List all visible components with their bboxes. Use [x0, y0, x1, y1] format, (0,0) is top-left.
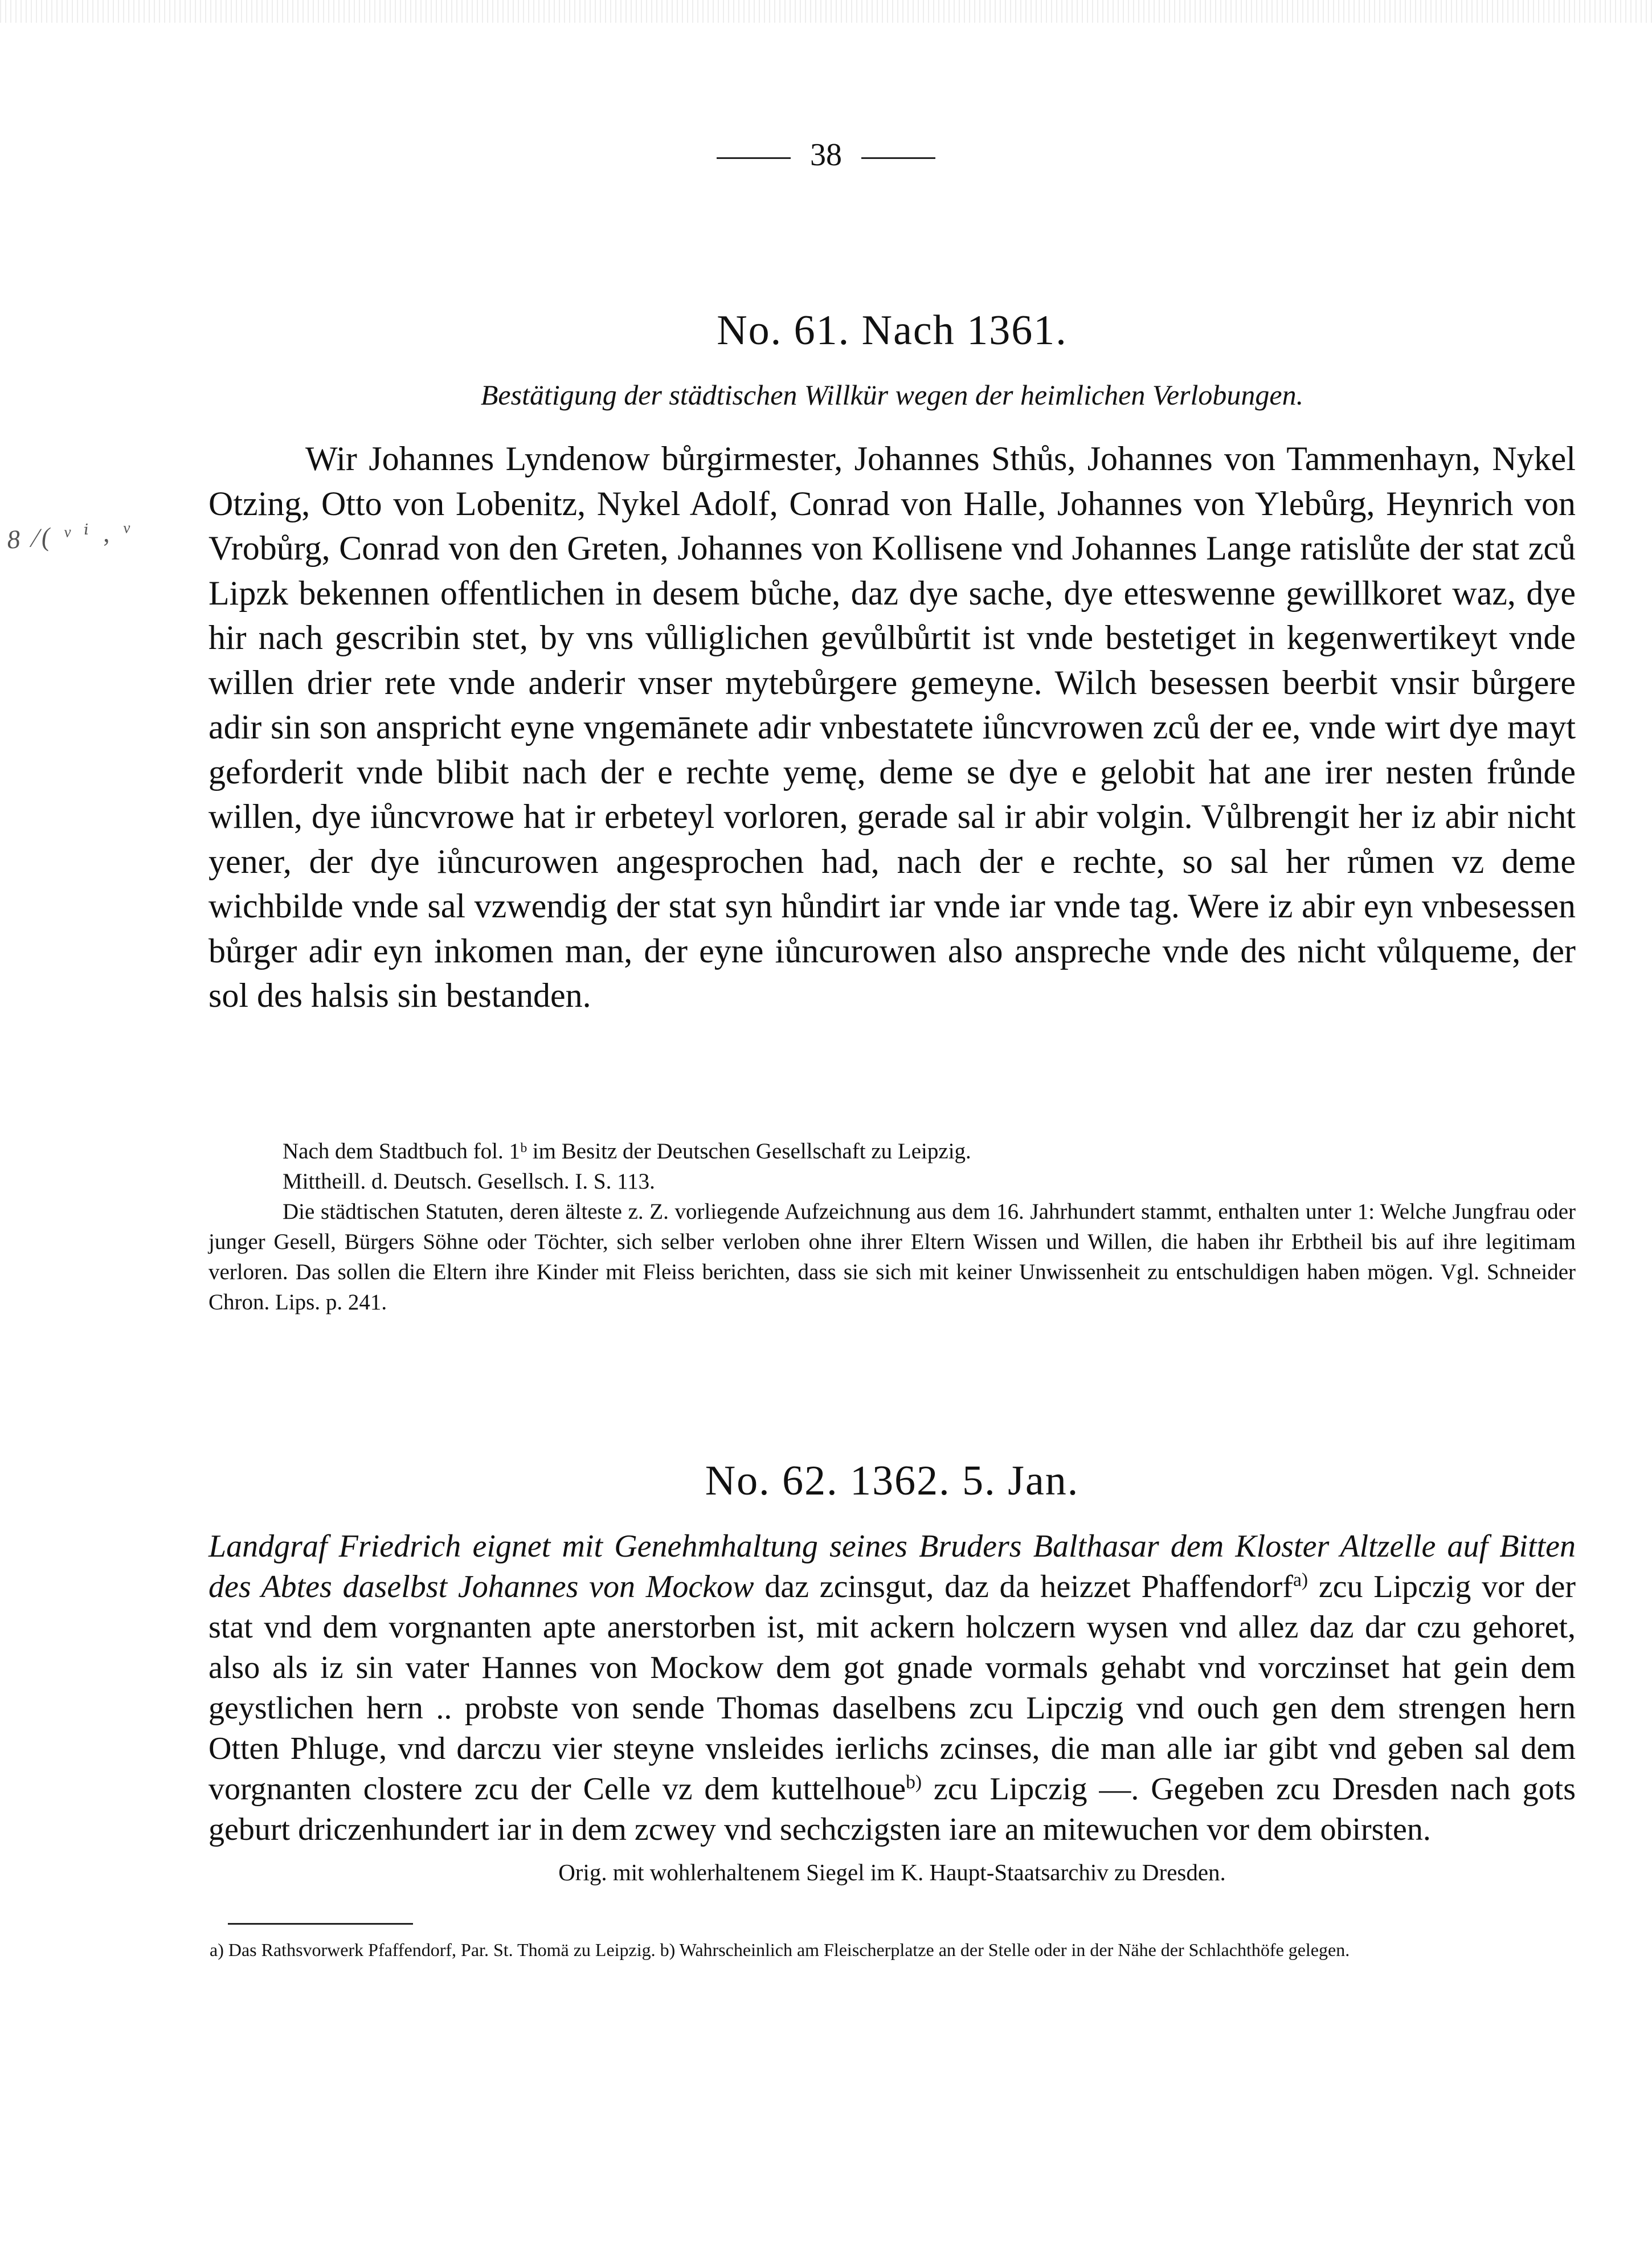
doc62-text [208, 1526, 1576, 1850]
doc61-note-reference: Mittheill. d. Deutsch. Gesellsch. I. S. 113. [283, 1169, 655, 1194]
doc62-source: Orig. mit wohlerhaltenem Siegel im K. Haupt-Staatsarchiv zu Dresden. [558, 1859, 1226, 1885]
doc61-text-content: Wir Johannes Lyndenow bůrgirmester, Johannes Sthůs, Johannes von Tammenhayn, Nykel Otzing, Otto von Lobenitz, Nykel Adolf, Conrad von Halle, Johannes von Ylebůrg, Heynrich von Vrobůrg, Conrad von den Greten, Johannes von Kollisene vnd Johannes Lange ratislůte der stat zců Lipzk bekennen offentlichen in desem bůche, daz dye sache, dye etteswenne gewillkoret waz, dye hir nach gescribin stet, by vns vůlliglichen gevůlbůrtit ist vnde bestetiget in kegenwertikeyt vnde willen drier rete vnde anderir vnser mytebůrgere gemeyne. Wilch besessen beerbit vnsir bůrgere adir sin son anspricht eyne vngemānete adir vnbestatete iůncvrowen zců der ee, vnde wirt dye mayt geforderit vnde blibit nach der e rechte yemę, deme se dye e gelobit hat ane irer nesten frůnde willen, dye iůncvrowe hat ir erbeteyl vorloren, gerade sal ir abir volgin. Vůlbrengit her iz abir nicht yener, der dye iůncurowen angesprochen had, nach der e rechte, so sal her růmen vz deme wichbilde vnde sal vzwendig der stat syn hůndirt iar vnde iar vnde tag. Were iz abir eyn vnbesessen bůrger adir eyn inkomen man, der eyne iůncurowen also anspreche vnde des nicht vůlqueme, der sol des halsis sin bestanden. [208, 440, 1576, 1014]
doc61-heading: No. 61. Nach 1361. [717, 307, 1068, 354]
footnotes: a) Das Rathsvorwerk Pfaffendorf, Par. St. Thomä zu Leipzig. b) Wahrscheinlich am Fleischerplatze an der Stelle oder in der Nähe der Schlachthöfe gelegen. [210, 1939, 1350, 1960]
page-number-dash-right [861, 157, 935, 159]
doc61-body-block [208, 436, 1576, 1018]
doc62-heading-block [208, 1457, 1576, 1505]
doc62-text-part-b: zcu Lipczig vor der stat vnd dem vorgnanten apte anerstorben ist, mit ackern holczern wysen vnd allez daz dar czu gehoret, also als iz sin vater Hannes von Mockow dem got gnade vormals gehabt vnd vorczinset hat gein dem geystlichen hern .. probste von sende Thomas daselbens zcu Lipczig vnd ouch gen dem strengen hern Otten Phluge, vnd darczu vier steyne vnsleides ierlichs zcinses, die man alle iar gibt vnd geben sal dem vorgnanten clostere zcu der Celle vz dem kuttelhoue [208, 1569, 1576, 1807]
doc62-text-part-a: daz zcinsgut, daz da heizzet Phaffendorf [764, 1569, 1293, 1604]
doc61-subtitle: Bestätigung der städtischen Willkür wegen der heimlichen Verlobungen. [480, 379, 1304, 411]
scan-edge-noise [0, 0, 1652, 23]
doc62-footnote-mark-b: b) [906, 1771, 922, 1793]
doc62-text-part-c: zcu Lipczig —. Gegeben zcu Dresden nach gots geburt driczenhundert iar in dem zcwey vnd sechczigsten iare an mitewuchen vor dem obirsten. [208, 1771, 1576, 1847]
doc62-heading: No. 62. 1362. 5. Jan. [705, 1457, 1079, 1504]
handwritten-margin-note: 8 ⁄( ᵛ ⁱ , ᵛ [6, 516, 134, 554]
doc61-heading-block [208, 307, 1576, 355]
doc62-footnote-mark-a: a) [1293, 1569, 1308, 1591]
doc61-text [208, 436, 1576, 1018]
page-number-dash-left [717, 157, 791, 159]
doc61-note-source: Nach dem Stadtbuch fol. 1ᵇ im Besitz der Deutschen Gesellschaft zu Leipzig. [283, 1139, 971, 1163]
doc62-source-block [208, 1859, 1576, 1886]
doc61-subtitle-block [208, 378, 1576, 411]
doc62-body-block [208, 1526, 1576, 1850]
footnote-rule [228, 1923, 413, 1925]
page-number [0, 137, 1652, 173]
doc61-notes [208, 1136, 1576, 1317]
doc62-summary-italic: Landgraf Friedrich eignet mit Genehmhaltung seines Bruders Balthasar dem Kloster Altzelle auf Bitten des Abtes daselbst Johannes von Mockow [208, 1529, 1576, 1604]
page-number-text: 38 [810, 137, 842, 173]
doc61-note-commentary: Die städtischen Statuten, deren älteste z. Z. vorliegende Aufzeichnung aus dem 16. Jahrhundert stammt, enthalten unter 1: Welche Jungfrau oder junger Gesell, Bürgers Söhne oder Töchter, sich selber verloben ohne ihrer Eltern Wissen und Willen, die haben ihr Erbtheil bis auf ihre legitimam verloren. Das sollen die Eltern ihre Kinder mit Fleiss berichten, dass sie sich mit keiner Unwissenheit zu entschuldigen haben mögen. Vgl. Schneider Chron. Lips. p. 241. [208, 1199, 1576, 1314]
doc61-notes-block [208, 1136, 1576, 1317]
